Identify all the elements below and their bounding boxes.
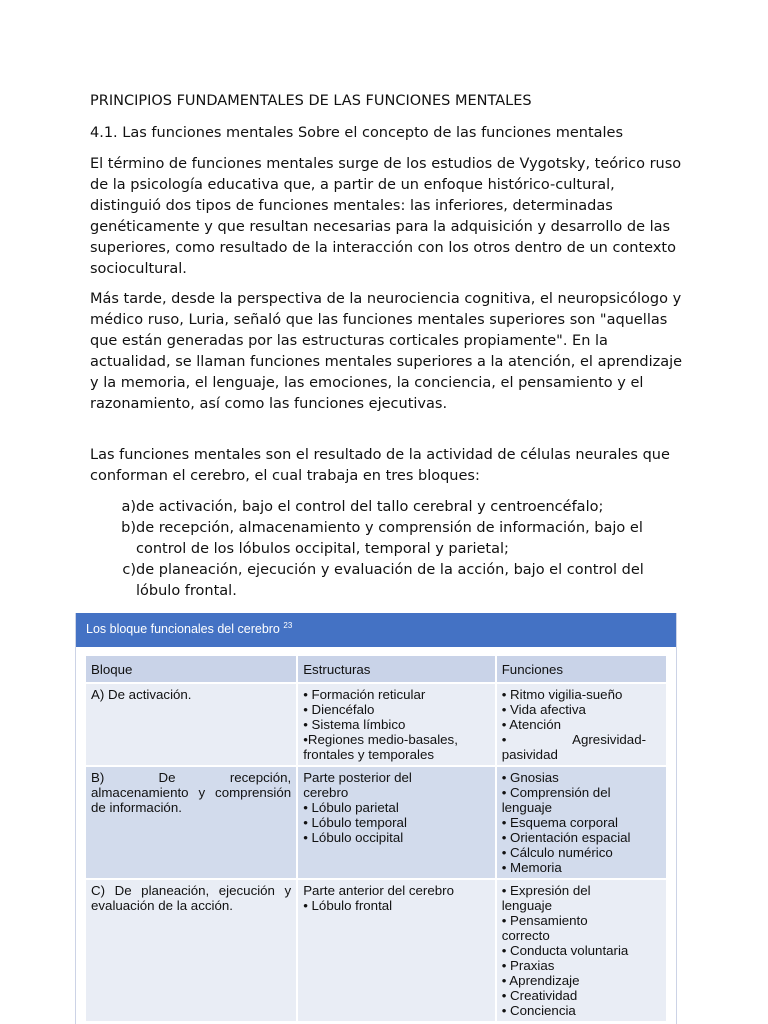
cell-line: • Pensamiento bbox=[501, 913, 588, 928]
cell-line: • Creatividad bbox=[501, 988, 578, 1003]
cell-line: • Agresividad- bbox=[501, 732, 647, 747]
cell-funciones bbox=[496, 766, 667, 879]
list-item bbox=[90, 518, 690, 560]
list-item bbox=[90, 560, 690, 602]
bloque-text: A) De activación. bbox=[91, 687, 192, 702]
paragraph-luria: Más tarde, desde la perspectiva de la neurociencia cognitiva, el neuropsicólogo y médico ruso, Luria, señaló que las funciones mentales superiores son "aquellas que están generadas por las estructuras corticales propiamente". En la actualidad, se llaman funciones mentales superiores a la atención, el aprendizaje y la memoria, el lenguaje, las emociones, la conciencia, el pensamiento y el razonamiento, así como las funciones ejecutivas. bbox=[90, 291, 683, 412]
list-marker: a) bbox=[121, 499, 136, 515]
cell-line: lenguaje bbox=[501, 800, 552, 815]
cell-funciones bbox=[496, 683, 667, 766]
cell-line: • Praxias bbox=[501, 958, 555, 973]
cell-line: • Memoria bbox=[501, 860, 562, 875]
cell-line: frontales y temporales bbox=[303, 747, 435, 762]
cell-line: • Lóbulo frontal bbox=[303, 898, 393, 913]
figure-footnote: 23 bbox=[283, 621, 293, 630]
brain-blocks-table bbox=[84, 654, 668, 1023]
header-funciones: Funciones bbox=[496, 655, 667, 683]
figure-title-text: Los bloque funcionales del cerebro bbox=[86, 622, 280, 636]
cell-line: • Esquema corporal bbox=[501, 815, 618, 830]
cell-line: • Vida afectiva bbox=[501, 702, 586, 717]
cell-estructuras bbox=[297, 683, 496, 766]
list-item-text: de recepción, almacenamiento y comprensión de información, bajo el control de los lóbulos occipital, temporal y parietal; bbox=[136, 520, 643, 557]
cell-line: •Regiones medio-basales, bbox=[303, 732, 458, 747]
cell-line: lenguaje bbox=[501, 898, 552, 913]
list-marker: c) bbox=[122, 562, 136, 578]
cell-line: pasividad bbox=[501, 747, 558, 762]
table-header-row bbox=[85, 655, 667, 683]
cell-line: • Ritmo vigilia-sueño bbox=[501, 687, 623, 702]
section-heading: 4.1. Las funciones mentales Sobre el concepto de las funciones mentales bbox=[90, 125, 624, 141]
cell-line: • Formación reticular bbox=[303, 687, 426, 702]
cell-bloque bbox=[85, 879, 297, 1022]
cell-line: cerebro bbox=[303, 785, 349, 800]
cell-line: • Comprensión del bbox=[501, 785, 611, 800]
cell-bloque bbox=[85, 766, 297, 879]
table-row bbox=[85, 766, 667, 879]
cell-line: • Conciencia bbox=[501, 1003, 576, 1018]
list-item-text: de activación, bajo el control del tallo cerebral y centroencéfalo; bbox=[136, 499, 604, 515]
table-row bbox=[85, 879, 667, 1022]
cell-line: • Lóbulo occipital bbox=[303, 830, 404, 845]
cell-line: correcto bbox=[501, 928, 550, 943]
cell-line: • Gnosias bbox=[501, 770, 559, 785]
list-item-text: de planeación, ejecución y evaluación de la acción, bajo el control del lóbulo frontal. bbox=[136, 562, 644, 599]
figure-title bbox=[76, 613, 676, 647]
cell-line: • Lóbulo temporal bbox=[303, 815, 407, 830]
cell-line: • Diencéfalo bbox=[303, 702, 375, 717]
cell-line: Parte anterior del cerebro bbox=[303, 883, 454, 898]
cell-line: • Conducta voluntaria bbox=[501, 943, 629, 958]
page-title: PRINCIPIOS FUNDAMENTALES DE LAS FUNCIONES MENTALES bbox=[90, 93, 532, 109]
cell-line: • Expresión del bbox=[501, 883, 591, 898]
cell-estructuras bbox=[297, 879, 496, 1022]
cell-line: Parte posterior del bbox=[303, 770, 412, 785]
paragraph-vygotsky: El término de funciones mentales surge de los estudios de Vygotsky, teórico ruso de la psicología educativa que, a partir de un enfoque histórico-cultural, distinguió dos tipos de funciones mentales: las inferiores, determinadas genéticamente y que resultan necesarias para la adquisición y desarrollo de las superiores, como resultado de la interacción con los otros dentro de un contexto sociocultural. bbox=[90, 156, 682, 277]
cell-bloque bbox=[85, 683, 297, 766]
cell-line: • Aprendizaje bbox=[501, 973, 580, 988]
paragraph-blocks-intro: Las funciones mentales son el resultado de la actividad de células neurales que conforman el cerebro, el cual trabaja en tres bloques: bbox=[90, 447, 670, 484]
header-bloque: Bloque bbox=[85, 655, 297, 683]
bloque-text: C) De planeación, ejecución y evaluación de la acción. bbox=[91, 883, 292, 913]
cell-line: • Atención bbox=[501, 717, 562, 732]
bloque-text: B) De recepción, almacenamiento y comprensión de información. bbox=[91, 770, 292, 815]
table-row bbox=[85, 683, 667, 766]
cell-estructuras bbox=[297, 766, 496, 879]
header-estructuras: Estructuras bbox=[297, 655, 496, 683]
cell-funciones bbox=[496, 879, 667, 1022]
cell-line: • Cálculo numérico bbox=[501, 845, 613, 860]
list-item bbox=[90, 497, 690, 518]
blocks-list bbox=[90, 497, 690, 602]
cell-line: • Lóbulo parietal bbox=[303, 800, 399, 815]
list-marker: b) bbox=[121, 520, 136, 536]
brain-blocks-figure bbox=[75, 613, 677, 1024]
cell-line: • Orientación espacial bbox=[501, 830, 631, 845]
cell-line: • Sistema límbico bbox=[303, 717, 406, 732]
